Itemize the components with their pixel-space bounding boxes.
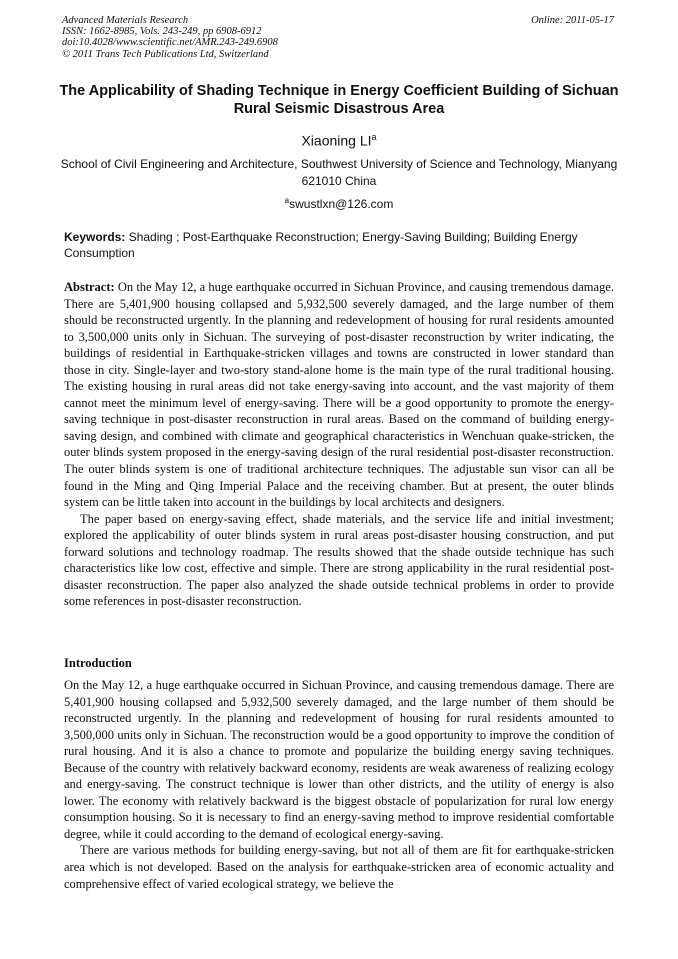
online-date: Online: 2011-05-17 <box>531 15 614 26</box>
affiliation: School of Civil Engineering and Architecture, Southwest University of Science and Technology, Mianyang 621010 China <box>60 157 618 188</box>
doi-line: doi:10.4028/www.scientific.net/AMR.243-249.6908 <box>62 37 278 49</box>
author-name: Xiaoning LI <box>301 132 372 149</box>
journal-name: Advanced Materials Research <box>62 15 189 26</box>
author-mark: a <box>371 132 377 142</box>
keywords <box>64 230 614 261</box>
abstract-paragraph <box>64 279 614 511</box>
section-heading: Introduction <box>64 656 132 670</box>
email-mark: a <box>284 196 290 205</box>
introduction-body <box>64 677 614 892</box>
issn-line: ISSN: 1662-8985, Vols. 243-249, pp 6908-6912 <box>62 26 262 38</box>
email-address: swustlxn@126.com <box>289 197 394 211</box>
journal-header <box>62 15 278 60</box>
copyright-line: © 2011 Trans Tech Publications Ltd, Switzerland <box>62 48 269 60</box>
abstract-text-1: On the May 12, a huge earthquake occurred in Sichuan Province, and causing tremendous damage. There are 5,401,900 housing collapsed and 5,932,500 severely damaged, and the large number of them should be reconstructed urgently. In the planning and redevelopment of housing for rural residents amounted to 3,500,000 units only in Sichuan. The surveying of post-disaster reconstruction by writer indicating, the buildings of residential in Earthquake-stricken villages and towns are constructed in lower standard than those in city. Single-layer and two-story stand-alone home is the main type of the rural traditional housing. The existing housing in rural areas did not take energy-saving into account, and the vast majority of them cannot meet the minimum level of energy-saving. There will be a good opportunity to promote the energy-saving technique in post-disaster reconstruction in rural areas. Based on the command of building energy-saving design, and combined with climate and geographical characteristics in Wenchuan quake-stricken, the outer blinds system proposed in the energy-saving design of the rural residential post-disaster reconstruction. The outer blinds system is one of traditional architecture techniques. The adjustable sun visor can all be found in the Ming and Qing Imperial Palace and the receiving chamber. But at present, the outer blinds system can be little taken into account in the buildings by local architects and designers. <box>64 280 614 510</box>
keywords-label: Keywords: <box>64 230 126 244</box>
email-line <box>0 196 678 211</box>
abstract-label: Abstract: <box>64 280 115 294</box>
intro-paragraph-2: There are various methods for building energy-saving, but not all of them are fit for earthquake-stricken area which is not developed. Based on the analysis for earthquake-stricken area of economic actuality and comprehensive effect of varied ecological strategy, we believe the <box>64 843 614 891</box>
author-line <box>0 132 678 149</box>
abstract-paragraph-2: The paper based on energy-saving effect, shade materials, and the service life and initial investment; explored the applicability of outer blinds system in rural areas post-disaster housing construction, and put forward solutions and technology roadmap. The results showed that the shade outside technique has such characteristics like low cost, effective and simple. There are strong applicability in the rural residential post-disaster reconstruction. The paper also analyzed the shade outside technical problems in order to provide some references in post-disaster reconstruction. <box>64 511 614 609</box>
paper-title: The Applicability of Shading Technique in Energy Coefficient Building of Sichuan Rural Seismic Disastrous Area <box>59 83 619 117</box>
abstract <box>64 279 614 610</box>
intro-paragraph-1: On the May 12, a huge earthquake occurred in Sichuan Province, and causing tremendous damage. There are 5,401,900 housing collapsed and 5,932,500 severely damaged, and the large number of them should be reconstructed urgently. In the planning and redevelopment of housing for rural residents amounted to 3,500,000 units only in Sichuan. The reconstruction would be a good opportunity to improve the condition of rural housing. And it is also a chance to promote and popularize the building energy saving techniques. Because of the country with relatively backward economy, residents are weak awareness of realizing ecology and energy-saving. The construct technique is lower than other districts, and the utility of energy is also lower. The economy with relatively backward is the biggest obstacle of popularization for rural low energy consumption housing. So it is necessary to find an energy-saving method to improve residential comfortable degree, while it could according to the demand of ecological energy-saving. <box>64 678 614 841</box>
keywords-text: Shading ; Post-Earthquake Reconstruction; Energy-Saving Building; Building Energy Consumption <box>64 230 578 260</box>
